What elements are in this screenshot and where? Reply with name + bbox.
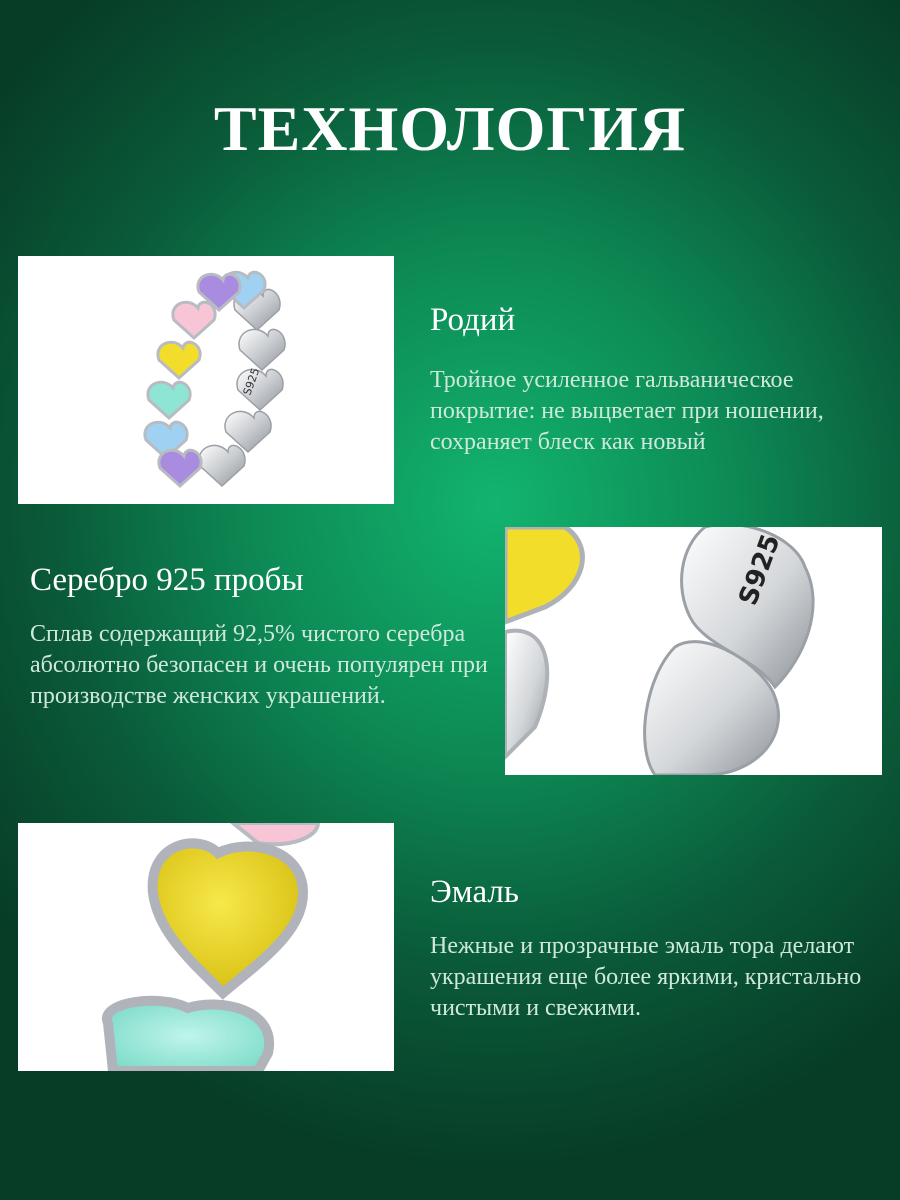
ring-photo <box>18 256 394 504</box>
enamel-illustration <box>18 823 394 1071</box>
feature-silver <box>30 562 490 712</box>
feature-text: Нежные и прозрачные эмаль тора делают украшения еще более яркими, кристально чистыми и свежими. <box>430 933 862 1021</box>
enamel-closeup-photo <box>18 823 394 1071</box>
feature-text: Сплав содержащий 92,5% чистого серебра абсолютно безопасен и очень популярен при производстве женских украшений. <box>30 621 488 709</box>
feature-text: Тройное усиленное гальваническое покрытие: не выцветает при ношении, сохраняет блеск как новый <box>430 367 824 455</box>
feature-heading: Серебро 925 пробы <box>30 562 304 598</box>
ring-illustration <box>18 256 394 504</box>
page-title: ТЕХНОЛОГИЯ <box>213 93 687 164</box>
feature-heading: Родий <box>430 302 516 338</box>
feature-heading: Эмаль <box>430 874 519 910</box>
hallmark-text: S925 <box>240 366 263 398</box>
hallmark-illustration <box>505 527 882 775</box>
hallmark-closeup-photo <box>505 527 882 775</box>
hallmark-text: S925 <box>733 530 787 610</box>
feature-enamel <box>430 874 880 1024</box>
feature-rhodium <box>430 302 880 458</box>
